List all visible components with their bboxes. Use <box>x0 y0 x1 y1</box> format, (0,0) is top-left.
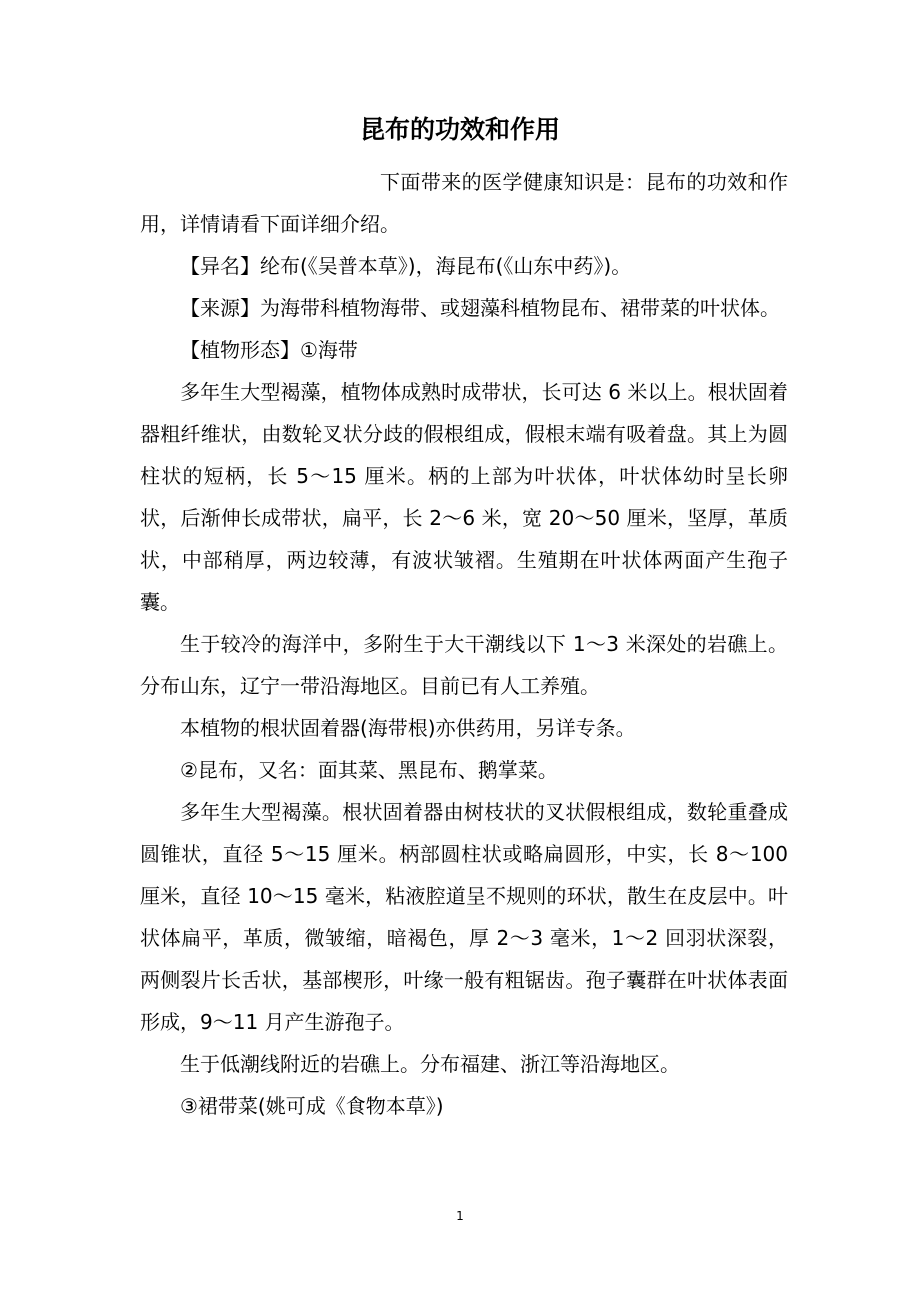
kelp-habitat-paragraph: 生于较冷的海洋中，多附生于大干潮线以下 1～3 米深处的岩礁上。分布山东，辽宁一带沿海地区。目前已有人工养殖。 <box>140 632 788 698</box>
page-number: 1 <box>456 1209 464 1223</box>
alias-paragraph: 【异名】纶布(《吴普本草》)，海昆布(《山东中药》)。 <box>180 254 632 278</box>
kunbu-description-paragraph: 多年生大型褐藻。根状固着器由树枝状的叉状假根组成，数轮重叠成圆锥状，直径 5～15 厘米。柄部圆柱状或略扁圆形，中实，长 8～100 厘米，直径 10～15 毫米，粘液腔道呈不规则的环状，散生在皮层中。叶状体扁平，革质，微皱缩，暗褐色，厚 2～3 毫米，1～2 回羽状深裂，两侧裂片长舌状，基部楔形，叶缘一般有粗锯齿。孢子囊群在叶状体表面形成，9～11 月产生游孢子。 <box>140 800 788 1034</box>
wakame-heading: ③裙带菜(姚可成《食物本草》) <box>180 1094 444 1118</box>
kunbu-heading: ②昆布，又名：面其菜、黑昆布、鹅掌菜。 <box>180 758 558 782</box>
intro-paragraph: 下面带来的医学健康知识是：昆布的功效和作用，详情请看下面详细介绍。 <box>140 170 788 236</box>
source-paragraph: 【来源】为海带科植物海带、或翅藻科植物昆布、裙带菜的叶状体。 <box>180 296 780 320</box>
morphology-heading: 【植物形态】①海带 <box>180 338 358 362</box>
kelp-root-paragraph: 本植物的根状固着器(海带根)亦供药用，另详专条。 <box>180 716 636 740</box>
kunbu-habitat-paragraph: 生于低潮线附近的岩礁上。分布福建、浙江等沿海地区。 <box>180 1052 680 1076</box>
kelp-description-paragraph: 多年生大型褐藻，植物体成熟时成带状，长可达 6 米以上。根状固着器粗纤维状，由数轮叉状分歧的假根组成，假根末端有吸着盘。其上为圆柱状的短柄，长 5～15 厘米。柄的上部为叶状体，叶状体幼时呈长卵状，后渐伸长成带状，扁平，长 2～6 米，宽 20～50 厘米，坚厚，革质状，中部稍厚，两边较薄，有波状皱褶。生殖期在叶状体两面产生孢子囊。 <box>140 380 788 614</box>
document-body <box>140 161 788 1127</box>
document-title: 昆布的功效和作用 <box>359 115 560 144</box>
